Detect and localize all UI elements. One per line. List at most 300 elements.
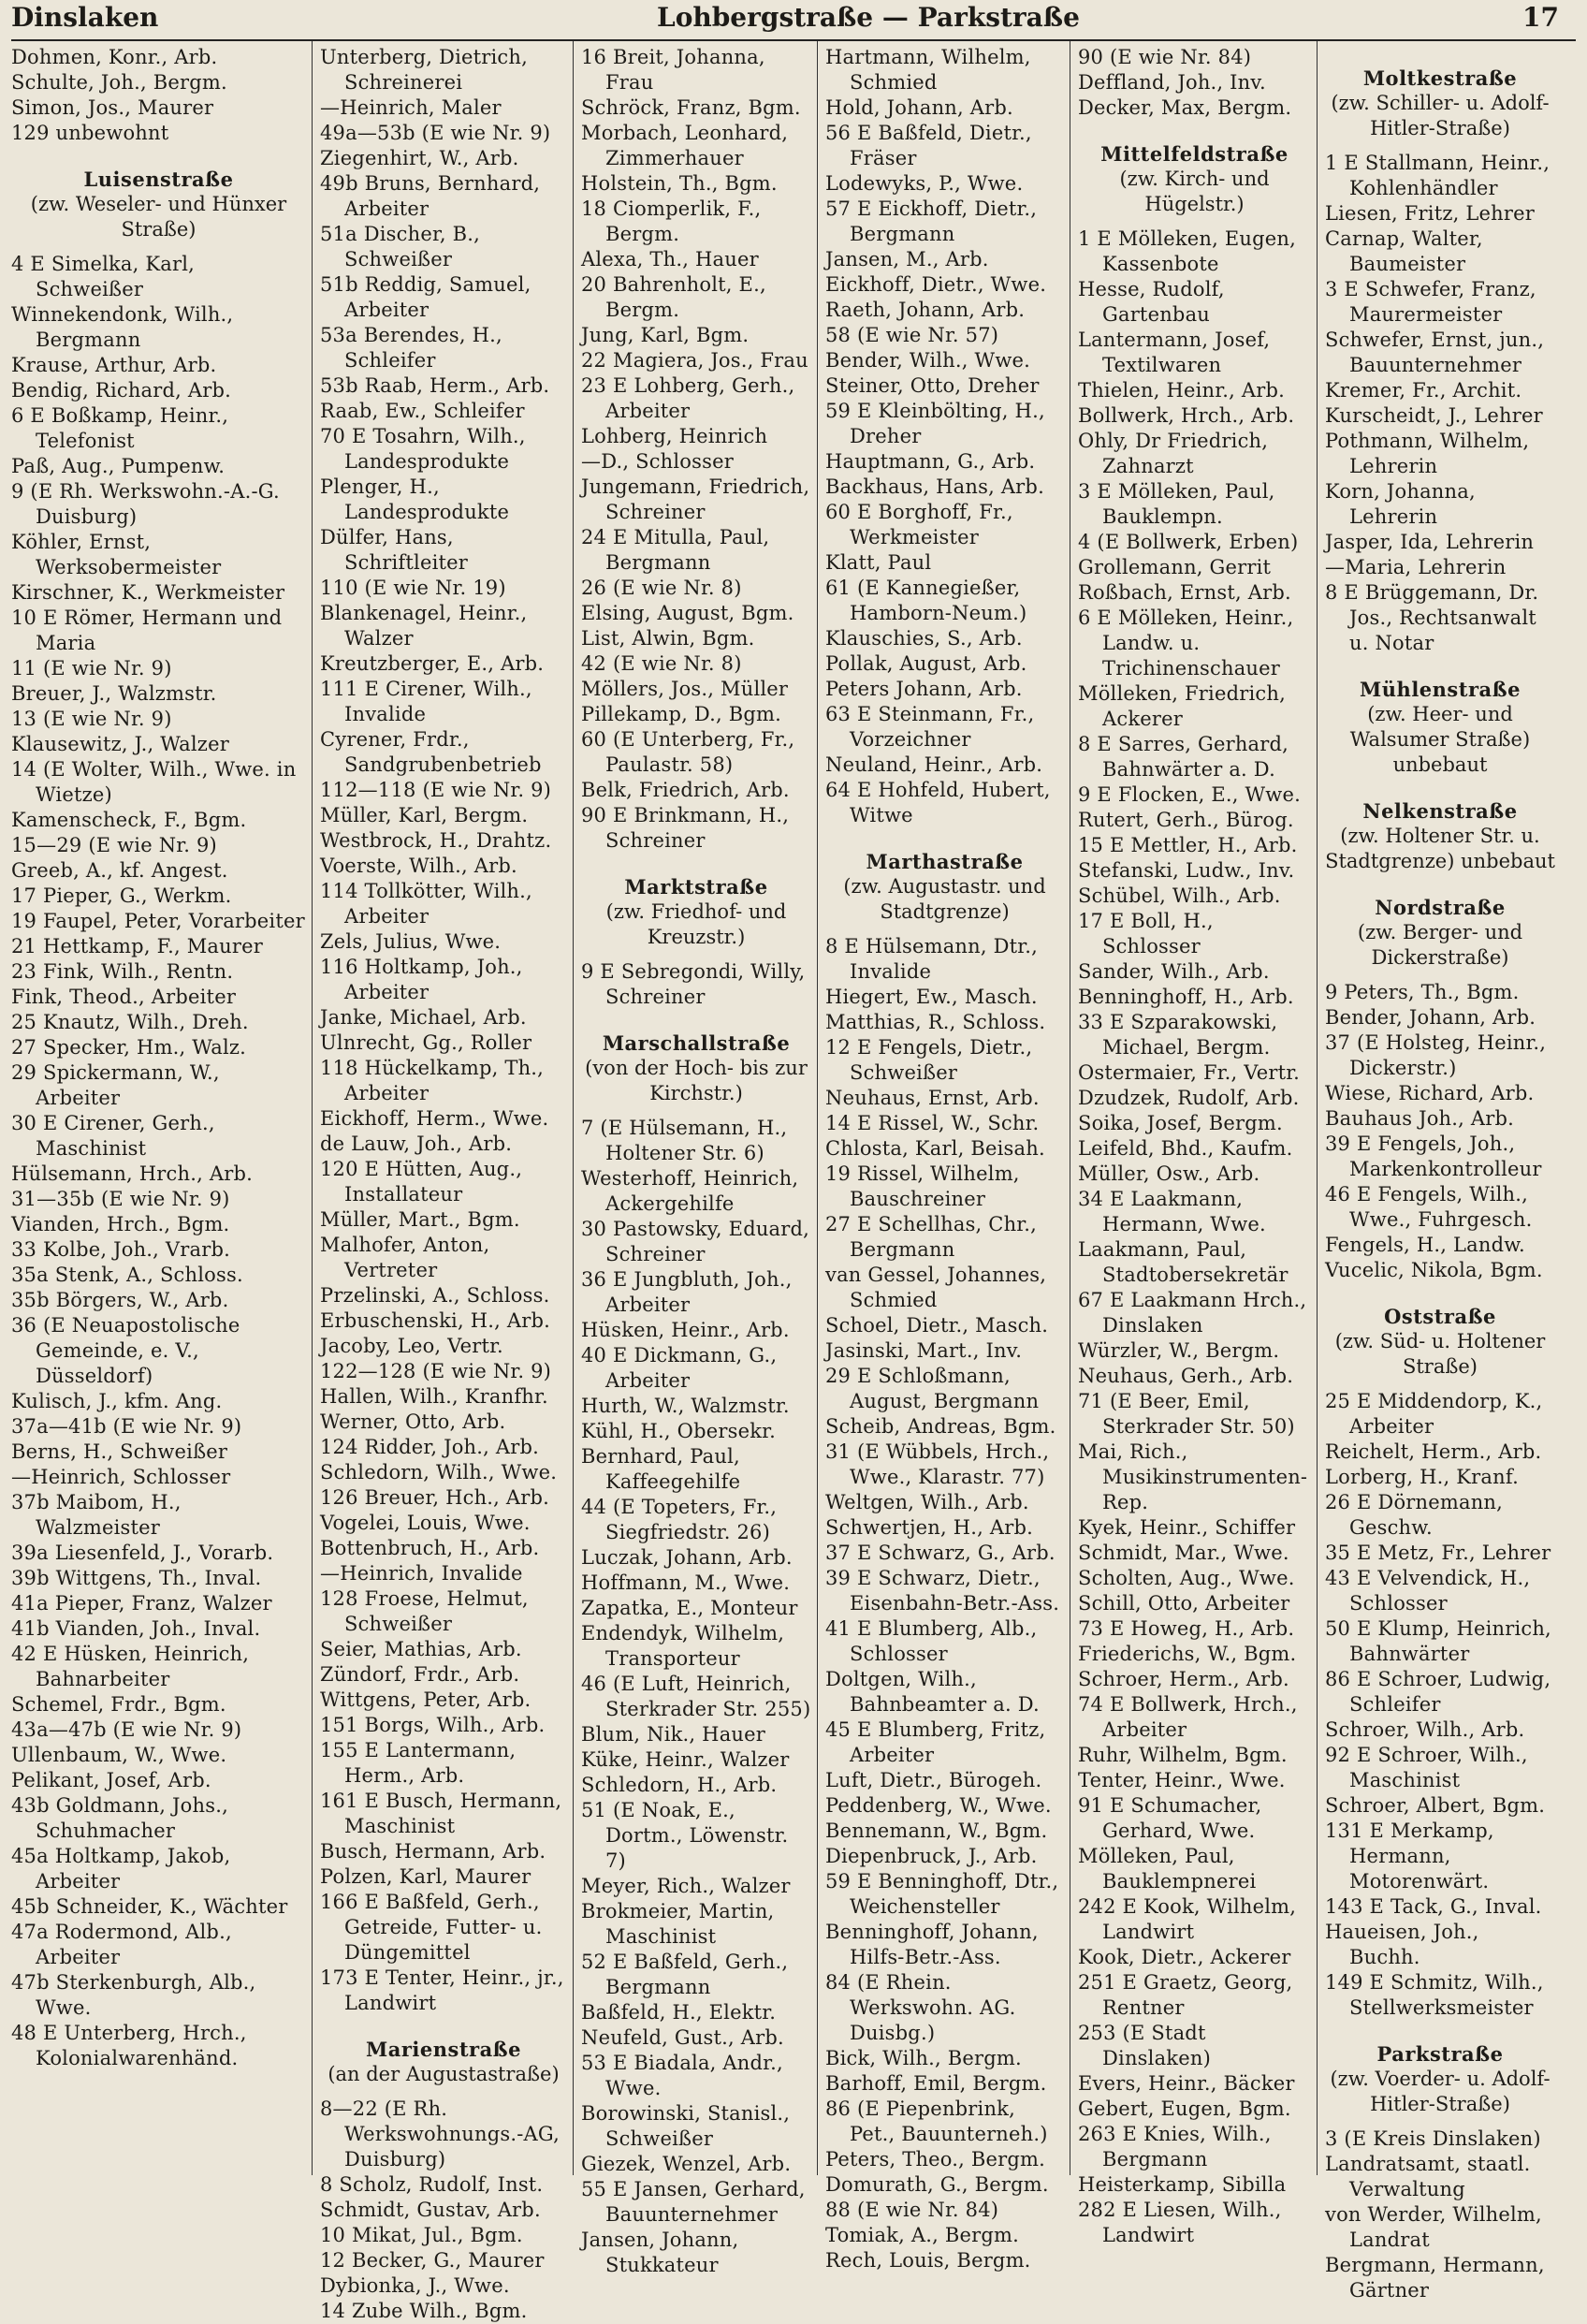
resident-entry: —Heinrich, Maler [320, 96, 502, 119]
resident-entry: Roßbach, Ernst, Arb. [1078, 581, 1291, 604]
street-description: (zw. Friedhof- und Kreuzstr.) [605, 900, 787, 948]
resident-entry: Schmidt, Mar., Wwe. [1078, 1542, 1289, 1564]
resident-entry: Zapatka, E., Monteur [581, 1597, 798, 1619]
resident-entry: Korn, Johanna, Lehrerin [1325, 480, 1476, 528]
resident-entry: 124 Ridder, Joh., Arb. [320, 1436, 540, 1458]
resident-entry: 8 Scholz, Rudolf, Inst. [320, 2173, 544, 2196]
resident-entry: 43 E Velvendick, H., Schlosser [1325, 1567, 1531, 1615]
resident-entry: 161 E Busch, Hermann, Maschinist [320, 1790, 562, 1837]
resident-entry: Hauptmann, G., Arb. [825, 450, 1036, 473]
resident-entry: 128 Froese, Helmut, Schweißer [320, 1587, 529, 1635]
resident-entry: Plenger, H., Landesprodukte [320, 475, 510, 523]
resident-entry: Evers, Heinr., Bäcker [1078, 2072, 1295, 2095]
resident-entry: Ullenbaum, W., Wwe. [11, 1744, 227, 1766]
resident-entry: —Heinrich, Invalide [320, 1562, 523, 1585]
resident-entry: Bauhaus Joh., Arb. [1325, 1107, 1515, 1130]
resident-entry: 242 E Kook, Wilhelm, Landwirt [1078, 1895, 1297, 1943]
resident-entry: 27 Specker, Hm., Walz. [11, 1036, 247, 1059]
resident-entry: Alexa, Th., Hauer [581, 248, 759, 270]
resident-entry: 90 E Brinkmann, H., Schreiner [581, 804, 790, 852]
resident-entry: Kamenscheck, F., Bgm. [11, 809, 247, 831]
resident-entry: 37 E Schwarz, G., Arb. [825, 1542, 1056, 1564]
resident-entry: 4 (E Bollwerk, Erben) [1078, 531, 1299, 553]
resident-entry: 43b Goldmann, Johs., Schuhmacher [11, 1794, 228, 1842]
resident-entry: 41a Pieper, Franz, Walzer [11, 1592, 272, 1615]
resident-entry: 122—128 (E wie Nr. 9) [320, 1360, 552, 1382]
resident-entry: Zels, Julius, Wwe. [320, 930, 502, 953]
resident-entry: 45a Holtkamp, Jakob, Arbeiter [11, 1845, 231, 1893]
resident-entry: 34 E Laakmann, Hermann, Wwe. [1078, 1188, 1266, 1235]
resident-entry: Thielen, Heinr., Arb. [1078, 379, 1285, 402]
resident-entry: Ziegenhirt, W., Arb. [320, 147, 519, 169]
resident-entry: Laakmann, Paul, Stadtobersekretär [1078, 1238, 1289, 1286]
resident-entry: 46 (E Luft, Heinrich, Sterkrader Str. 255) [581, 1673, 811, 1720]
resident-entry: 58 (E wie Nr. 57) [825, 324, 999, 346]
resident-entry: Borowinski, Stanisl., Schweißer [581, 2102, 791, 2150]
street-heading: Mittelfeldstraße [1100, 142, 1289, 166]
resident-entry: 10 E Römer, Hermann und Maria [11, 607, 283, 654]
resident-entry: 33 Kolbe, Joh., Vrarb. [11, 1238, 230, 1261]
resident-entry: Grollemann, Gerrit [1078, 556, 1272, 578]
column-2 [313, 41, 574, 2322]
resident-entry: 51a Discher, B., Schweißer [320, 223, 481, 270]
resident-entry: 59 E Kleinbölting, H., Dreher [825, 400, 1045, 447]
resident-entry: 9 E Flocken, E., Wwe. [1078, 783, 1301, 806]
resident-entry: Möllers, Jos., Müller [581, 678, 789, 700]
resident-entry: Köhler, Ernst, Werksobermeister [11, 531, 222, 578]
resident-entry: Schroer, Albert, Bgm. [1325, 1794, 1546, 1817]
resident-entry: Przelinski, A., Schloss. [320, 1284, 550, 1307]
column-3 [574, 41, 818, 2276]
resident-entry: 25 Knautz, Wilh., Dreh. [11, 1011, 249, 1033]
resident-entry: Bick, Wilh., Bergm. [825, 2047, 1022, 2069]
resident-entry: Schemel, Frdr., Bgm. [11, 1693, 226, 1716]
resident-entry: 282 E Liesen, Wilh., Landwirt [1078, 2199, 1282, 2246]
resident-entry: Müller, Mart., Bgm. [320, 1208, 520, 1231]
resident-entry: 74 E Bollwerk, Hrch., Arbeiter [1078, 1693, 1298, 1741]
resident-entry: 9 (E Rh. Werkswohn.-A.-G. Duisburg) [11, 480, 280, 528]
resident-entry: 90 (E wie Nr. 84) [1078, 46, 1252, 68]
resident-entry: 8 E Hülsemann, Dtr., Invalide [825, 935, 1038, 983]
resident-entry: 45 E Blumberg, Fritz, Arbeiter [825, 1718, 1046, 1766]
resident-entry: Pollak, August, Arb. [825, 652, 1027, 675]
street-heading: Parkstraße [1376, 2042, 1504, 2066]
resident-entry: 71 (E Beer, Emil, Sterkrader Str. 50) [1078, 1390, 1295, 1438]
resident-entry: Kühl, H., Obersekr. [581, 1420, 776, 1442]
resident-entry: Schröck, Franz, Bgm. [581, 96, 801, 119]
resident-entry: 10 Mikat, Jul., Bgm. [320, 2224, 523, 2246]
resident-entry: Dülfer, Hans, Schriftleiter [320, 526, 469, 574]
resident-entry: 3 E Schwefer, Franz, Maurermeister [1325, 278, 1536, 326]
resident-entry: 24 E Mitulla, Paul, Bergmann [581, 526, 770, 574]
resident-entry: Peters Johann, Arb. [825, 678, 1023, 700]
resident-entry: Kremer, Fr., Archit. [1325, 379, 1522, 402]
resident-entry: Ulnrecht, Gg., Roller [320, 1031, 532, 1054]
resident-entry: Lodewyks, P., Wwe. [825, 172, 1024, 195]
resident-entry: Bender, Wilh., Wwe. [825, 349, 1030, 372]
resident-entry: 84 (E Rhein. Werkswohn. AG. Duisbg.) [825, 1971, 1016, 2044]
resident-entry: Seier, Mathias, Arb. [320, 1638, 522, 1660]
resident-entry: Stefanski, Ludw., Inv. [1078, 859, 1295, 882]
resident-entry: Deffland, Joh., Inv. [1078, 71, 1266, 94]
resident-entry: Jasper, Ida, Lehrerin [1325, 531, 1535, 553]
resident-entry: Hallen, Wilh., Kranfhr. [320, 1385, 548, 1408]
street-description: (zw. Süd- u. Holtener Straße) [1334, 1330, 1546, 1378]
resident-entry: Doltgen, Wilh., Bahnbeamter a. D. [825, 1668, 1040, 1716]
column-4 [818, 41, 1070, 2272]
resident-entry: Kulisch, J., kfm. Ang. [11, 1390, 223, 1412]
resident-entry: Chlosta, Karl, Beisah. [825, 1137, 1045, 1160]
resident-entry: 35b Börgers, W., Arb. [11, 1289, 229, 1311]
street-description: (zw. Berger- und Dickerstraße) [1357, 921, 1523, 969]
resident-entry: Schill, Otto, Arbeiter [1078, 1592, 1290, 1615]
city-title: Dinslaken [11, 2, 159, 33]
resident-entry: Neuhaus, Gerh., Arb. [1078, 1365, 1294, 1387]
resident-entry: Haueisen, Joh., Buchh. [1325, 1921, 1479, 1968]
resident-entry: 67 E Laakmann Hrch., Dinslaken [1078, 1289, 1307, 1337]
resident-entry: 42 (E wie Nr. 8) [581, 652, 742, 675]
resident-entry: Pothmann, Wilhelm, Lehrerin [1325, 430, 1530, 477]
resident-entry: Lorberg, H., Kranf. [1325, 1466, 1519, 1488]
resident-entry: Westerhoff, Heinrich, Ackergehilfe [581, 1167, 799, 1215]
resident-entry: Bernhard, Paul, Kaffeegehilfe [581, 1445, 741, 1493]
street-description: (zw. Augustastr. und Stadtgrenze) [843, 875, 1046, 923]
resident-entry: 49a—53b (E wie Nr. 9) [320, 122, 551, 144]
resident-entry: Decker, Max, Bergm. [1078, 96, 1292, 119]
resident-entry: Vucelic, Nikola, Bgm. [1325, 1259, 1543, 1281]
resident-entry: Fengels, H., Landw. [1325, 1234, 1525, 1256]
resident-entry: 63 E Steinmann, Fr., Vorzeichner [825, 703, 1035, 751]
resident-entry: Backhaus, Hans, Arb. [825, 475, 1044, 498]
resident-entry: 118 Hückelkamp, Th., Arbeiter [320, 1057, 545, 1104]
resident-entry: 14 Zube Wilh., Bgm. [320, 2300, 528, 2322]
resident-entry: Peddenberg, W., Wwe. [825, 1794, 1052, 1817]
resident-entry: Zündorf, Frdr., Arb. [320, 1663, 520, 1686]
resident-entry: 49b Bruns, Bernhard, Arbeiter [320, 172, 541, 220]
resident-entry: Lantermann, Josef, Textilwaren [1078, 329, 1271, 376]
resident-entry: 52 E Baßfeld, Gerh., Bergmann [581, 1951, 789, 1998]
resident-entry: 46 E Fengels, Wilh., Wwe., Fuhrgesch. [1325, 1183, 1533, 1231]
street-heading: Mühlenstraße [1360, 678, 1521, 701]
resident-entry: —Heinrich, Schlosser [11, 1466, 231, 1488]
resident-entry: 59 E Benninghoff, Dtr., Weichensteller [825, 1870, 1059, 1918]
resident-entry: 23 E Lohberg, Gerh., Arbeiter [581, 374, 795, 422]
resident-entry: Gebert, Eugen, Bgm. [1078, 2097, 1291, 2120]
street-description: (zw. Weseler- und Hünxer Straße) [30, 193, 287, 241]
resident-entry: Breuer, J., Walzmstr. [11, 682, 217, 705]
resident-entry: 43a—47b (E wie Nr. 9) [11, 1718, 242, 1741]
resident-entry: 173 E Tenter, Heinr., jr., Landwirt [320, 1966, 564, 2014]
resident-entry: Schulte, Joh., Bergm. [11, 71, 227, 94]
resident-entry: 64 E Hohfeld, Hubert, Witwe [825, 779, 1051, 826]
resident-entry: Matthias, R., Schloss. [825, 1011, 1046, 1033]
street-heading: Moltkestraße [1362, 66, 1518, 90]
resident-entry: 11 (E wie Nr. 9) [11, 657, 172, 680]
resident-entry: 1 E Stallmann, Heinr., Kohlenhändler [1325, 152, 1551, 199]
resident-entry: Schledorn, H., Arb. [581, 1774, 778, 1796]
resident-entry: 42 E Hüsken, Heinrich, Bahnarbeiter [11, 1643, 250, 1690]
resident-entry: 47b Sterkenburgh, Alb., Wwe. [11, 1971, 256, 2019]
resident-entry: Westbrock, H., Drahtz. [320, 829, 552, 852]
resident-entry: Tomiak, A., Bergm. [825, 2224, 1019, 2246]
resident-entry: 37b Maibom, H., Walzmeister [11, 1491, 182, 1539]
resident-entry: 26 (E wie Nr. 8) [581, 577, 742, 599]
resident-entry: Schübel, Wilh., Arb. [1078, 884, 1281, 907]
resident-entry: Hülsemann, Hrch., Arb. [11, 1162, 253, 1185]
resident-entry: 37 (E Holsteg, Heinr., Dickerstr.) [1325, 1031, 1547, 1079]
resident-entry: 25 E Middendorp, K., Arbeiter [1325, 1390, 1543, 1438]
resident-entry: Kyek, Heinr., Schiffer [1078, 1516, 1296, 1539]
page-number: 17 [1522, 2, 1559, 33]
resident-entry: Vianden, Hrch., Bgm. [11, 1213, 230, 1235]
resident-entry: 14 E Rissel, W., Schr. [825, 1112, 1040, 1134]
column-1 [11, 41, 313, 2175]
resident-entry: Benninghoff, Johann, Hilfs-Betr.-Ass. [825, 1921, 1039, 1968]
resident-entry: Schmidt, Gustav, Arb. [320, 2199, 541, 2221]
resident-entry: Küke, Heinr., Walzer [581, 1748, 790, 1771]
resident-entry: 86 E Schroer, Ludwig, Schleifer [1325, 1668, 1551, 1716]
resident-entry: 73 E Howeg, H., Arb. [1078, 1617, 1295, 1640]
resident-entry: 12 E Fengels, Dietr., Schweißer [825, 1036, 1033, 1084]
resident-entry: 23 Fink, Wilh., Rentn. [11, 960, 234, 983]
resident-entry: 26 E Dörnemann, Geschw. [1325, 1491, 1504, 1539]
resident-entry: Morbach, Leonhard, Zimmerhauer [581, 122, 789, 169]
resident-entry: 39 E Fengels, Joh., Markenkontrolleur [1325, 1133, 1542, 1180]
resident-entry: Reichelt, Herm., Arb. [1325, 1440, 1542, 1463]
resident-entry: 9 Peters, Th., Bgm. [1325, 981, 1520, 1003]
resident-entry: Busch, Hermann, Arb. [320, 1840, 546, 1863]
resident-entry: Hüsken, Heinr., Arb. [581, 1319, 790, 1341]
resident-entry: Winnekendonk, Wilh., Bergmann [11, 303, 234, 351]
resident-entry: 14 (E Wolter, Wilh., Wwe. in Wietze) [11, 758, 297, 806]
resident-entry: Kurscheidt, J., Lehrer [1325, 404, 1543, 427]
street-description: (zw. Kirch- und Hügelstr.) [1119, 168, 1270, 215]
resident-entry: Mölleken, Friedrich, Ackerer [1078, 682, 1286, 730]
resident-entry: 39 E Schwarz, Dietr., Eisenbahn-Betr.-Ass. [825, 1567, 1060, 1615]
resident-entry: 22 Magiera, Jos., Frau [581, 349, 808, 372]
resident-entry: 13 (E wie Nr. 9) [11, 708, 172, 730]
resident-entry: Polzen, Karl, Maurer [320, 1865, 531, 1888]
resident-entry: Cyrener, Frdr., Sandgrubenbetrieb [320, 728, 542, 776]
resident-entry: 47a Rodermond, Alb., Arbeiter [11, 1921, 232, 1968]
resident-entry: Hiegert, Ew., Masch. [825, 986, 1038, 1008]
resident-entry: 44 (E Topeters, Fr., Siegfriedstr. 26) [581, 1496, 778, 1543]
resident-entry: 30 Pastowsky, Eduard, Schreiner [581, 1218, 810, 1265]
resident-entry: 86 (E Piepenbrink, Pet., Bauunterneh.) [825, 2097, 1048, 2145]
resident-entry: 114 Tollkötter, Wilh., Arbeiter [320, 880, 532, 928]
page-header [11, 0, 1576, 41]
resident-entry: Jansen, Johann, Stukkateur [581, 2229, 739, 2276]
resident-entry: Ruhr, Wilhelm, Bgm. [1078, 1744, 1288, 1766]
resident-entry: Jung, Karl, Bgm. [581, 324, 750, 346]
resident-entry: 50 E Klump, Heinrich, Bahnwärter [1325, 1617, 1551, 1665]
street-range-title: Lohbergstraße — Parkstraße [657, 2, 1080, 33]
resident-entry: 15—29 (E wie Nr. 9) [11, 834, 217, 856]
resident-entry: 111 E Cirener, Wilh., Invalide [320, 678, 532, 725]
resident-entry: Hurth, W., Walzmstr. [581, 1395, 790, 1417]
resident-entry: Hoffmann, M., Wwe. [581, 1571, 791, 1594]
resident-entry: 88 (E wie Nr. 84) [825, 2199, 999, 2221]
street-heading: Marktstraße [624, 875, 768, 899]
street-description: (zw. Heer- und Walsumer Straße) unbebaut [1349, 703, 1531, 776]
resident-entry: Bollwerk, Hrch., Arb. [1078, 404, 1295, 427]
resident-entry: 21 Hettkamp, F., Maurer [11, 935, 263, 957]
resident-entry: Bendig, Richard, Arb. [11, 379, 232, 402]
resident-entry: Voerste, Wilh., Arb. [320, 855, 517, 877]
resident-entry: 35 E Metz, Fr., Lehrer [1325, 1542, 1551, 1564]
resident-entry: 4 E Simelka, Karl, Schweißer [11, 253, 196, 300]
resident-entry: Vogelei, Louis, Wwe. [320, 1512, 531, 1534]
column-6 [1318, 41, 1561, 2302]
resident-entry: 17 Pieper, G., Werkm. [11, 884, 232, 907]
resident-entry: —D., Schlosser [581, 450, 734, 473]
resident-entry: 8—22 (E Rh. Werkswohnungs.-AG, Duisburg) [320, 2097, 561, 2171]
resident-entry: Friederichs, W., Bgm. [1078, 1643, 1297, 1665]
column-5 [1070, 41, 1318, 2246]
resident-entry: Raeth, Johann, Arb. [825, 299, 1026, 321]
resident-entry: Neufeld, Gust., Arb. [581, 2026, 784, 2049]
resident-entry: Benninghoff, H., Arb. [1078, 986, 1294, 1008]
resident-entry: 6 E Boßkamp, Heinr., Telefonist [11, 404, 229, 452]
resident-entry: Wittgens, Peter, Arb. [320, 1688, 531, 1711]
resident-entry: Luczak, Johann, Arb. [581, 1546, 793, 1569]
resident-entry: 51b Reddig, Samuel, Arbeiter [320, 273, 531, 321]
resident-entry: 151 Borgs, Wilh., Arb. [320, 1714, 546, 1736]
resident-entry: 37a—41b (E wie Nr. 9) [11, 1415, 242, 1438]
resident-entry: 29 E Schloßmann, August, Bergmann [825, 1365, 1040, 1412]
resident-entry: Hartmann, Wilhelm, Schmied [825, 46, 1031, 94]
resident-entry: Weltgen, Wilh., Arb. [825, 1491, 1029, 1513]
resident-entry: 126 Breuer, Hch., Arb. [320, 1486, 550, 1509]
resident-entry: Scholten, Aug., Wwe. [1078, 1567, 1295, 1589]
resident-entry: Pillekamp, D., Bgm. [581, 703, 782, 725]
resident-entry: Endendyk, Wilhelm, Transporteur [581, 1622, 785, 1670]
resident-entry: Steiner, Otto, Dreher [825, 374, 1040, 397]
resident-entry: Diepenbruck, J., Arb. [825, 1845, 1038, 1867]
resident-entry: Belk, Friedrich, Arb. [581, 779, 790, 801]
resident-entry: Jacoby, Leo, Vertr. [320, 1335, 503, 1357]
resident-entry: 8 E Brüggemann, Dr. Jos., Rechtsanwalt u. Notar [1325, 581, 1539, 654]
resident-entry: 12 Becker, G., Maurer [320, 2249, 545, 2272]
resident-entry: 251 E Graetz, Georg, Rentner [1078, 1971, 1293, 2019]
resident-entry: Krause, Arthur, Arb. [11, 354, 217, 376]
resident-entry: 91 E Schumacher, Gerhard, Wwe. [1078, 1794, 1262, 1842]
resident-entry: 8 E Sarres, Gerhard, Bahnwärter a. D. [1078, 733, 1289, 781]
resident-entry: 16 Breit, Johanna, Frau [581, 46, 765, 94]
resident-entry: Raab, Ew., Schleifer [320, 400, 525, 422]
street-heading: Oststraße [1384, 1305, 1496, 1328]
resident-entry: 30 E Cirener, Gerh., Maschinist [11, 1112, 215, 1160]
resident-entry: Klatt, Paul [825, 551, 932, 574]
resident-entry: Kreutzberger, E., Arb. [320, 652, 545, 675]
resident-entry: 110 (E wie Nr. 19) [320, 577, 506, 599]
resident-entry: 92 E Schroer, Wilh., Maschinist [1325, 1744, 1528, 1791]
resident-entry: Eickhoff, Herm., Wwe. [320, 1107, 549, 1130]
resident-entry: Peters, Theo., Bergm. [825, 2148, 1046, 2171]
resident-entry: 19 Rissel, Wilhelm, Bauschreiner [825, 1162, 1020, 1210]
resident-entry: Schledorn, Wilh., Wwe. [320, 1461, 558, 1484]
street-heading: Marschallstraße [602, 1031, 791, 1055]
resident-entry: Rech, Louis, Bergm. [825, 2249, 1031, 2272]
resident-entry: Malhofer, Anton, Vertreter [320, 1234, 490, 1281]
resident-entry: Unterberg, Dietrich, Schreinerei [320, 46, 528, 94]
resident-entry: Janke, Michael, Arb. [320, 1006, 527, 1029]
resident-entry: Liesen, Fritz, Lehrer [1325, 202, 1535, 225]
resident-entry: 41b Vianden, Joh., Inval. [11, 1617, 261, 1640]
resident-entry: Schwertjen, H., Arb. [825, 1516, 1034, 1539]
resident-entry: 33 E Szparakowski, Michael, Bergm. [1078, 1011, 1278, 1059]
resident-entry: 57 E Eickhoff, Dietr., Bergmann [825, 197, 1038, 245]
resident-entry: Werner, Otto, Arb. [320, 1410, 506, 1433]
resident-entry: Dohmen, Konr., Arb. [11, 46, 218, 68]
resident-entry: Hesse, Rudolf, Gartenbau [1078, 278, 1225, 326]
resident-entry: Klausewitz, J., Walzer [11, 733, 229, 755]
resident-entry: 15 E Mettler, H., Arb. [1078, 834, 1298, 856]
resident-entry: Paß, Aug., Pumpenw. [11, 455, 226, 477]
resident-entry: 149 E Schmitz, Wilh., Stellwerksmeister [1325, 1971, 1544, 2019]
resident-entry: Greeb, A., kf. Angest. [11, 859, 228, 882]
resident-entry: Tenter, Heinr., Wwe. [1078, 1769, 1286, 1791]
resident-entry: 1 E Mölleken, Eugen, Kassenbote [1078, 227, 1297, 275]
resident-entry: 61 (E Kannegießer, Hamborn-Neum.) [825, 577, 1027, 624]
resident-entry: Scheib, Andreas, Bgm. [825, 1415, 1056, 1438]
resident-entry: 70 E Tosahrn, Wilh., Landesprodukte [320, 425, 526, 473]
resident-entry: 39a Liesenfeld, J., Vorarb. [11, 1542, 274, 1564]
resident-entry: Brokmeier, Martin, Maschinist [581, 1900, 775, 1948]
resident-entry: Eickhoff, Dietr., Wwe. [825, 273, 1047, 296]
resident-entry: 53a Berendes, H., Schleifer [320, 324, 502, 372]
resident-entry: —Maria, Lehrerin [1325, 556, 1507, 578]
street-heading: Nordstraße [1375, 896, 1506, 919]
resident-entry: 55 E Jansen, Gerhard, Bauunternehmer [581, 2178, 806, 2226]
resident-entry: Baßfeld, H., Elektr. [581, 2001, 777, 2024]
resident-entry: 48 E Unterberg, Hrch., Kolonialwarenhänd. [11, 2022, 247, 2069]
street-description: (zw. Schiller- u. Adolf-Hitler-Straße) [1331, 92, 1550, 139]
resident-entry: Carnap, Walter, Baumeister [1325, 227, 1483, 275]
resident-entry: 18 Ciomperlik, F., Bergm. [581, 197, 762, 245]
resident-entry: Dzudzek, Rudolf, Arb. [1078, 1087, 1300, 1109]
resident-entry: Jasinski, Mart., Inv. [825, 1339, 1023, 1362]
resident-entry: 9 E Sebregondi, Willy, Schreiner [581, 960, 806, 1008]
resident-entry: Schwefer, Ernst, jun., Bauunternehmer [1325, 329, 1545, 376]
resident-entry: de Lauw, Joh., Arb. [320, 1133, 513, 1155]
resident-entry: 20 Bahrenholt, E., Bergm. [581, 273, 766, 321]
resident-entry: 53b Raab, Herm., Arb. [320, 374, 550, 397]
resident-entry: 31 (E Wübbels, Hrch., Wwe., Klarastr. 77) [825, 1440, 1050, 1488]
resident-entry: Ohly, Dr Friedrich, Zahnarzt [1078, 430, 1269, 477]
resident-entry: Bennemann, W., Bgm. [825, 1820, 1048, 1842]
resident-entry: Lohberg, Heinrich [581, 425, 768, 447]
resident-entry: Müller, Karl, Bergm. [320, 804, 529, 826]
street-description: (von der Hoch- bis zur Kirchstr.) [585, 1057, 808, 1104]
resident-entry: 40 E Dickmann, G., Arbeiter [581, 1344, 778, 1392]
resident-entry: Meyer, Rich., Walzer [581, 1875, 791, 1897]
resident-entry: 120 E Hütten, Aug., Installateur [320, 1158, 523, 1206]
resident-entry: Pelikant, Josef, Arb. [11, 1769, 211, 1791]
street-heading: Marienstraße [365, 2038, 522, 2061]
resident-entry: 6 E Mölleken, Heinr., Landw. u. Trichinenschauer [1078, 607, 1294, 680]
resident-entry: 3 (E Kreis Dinslaken) [1325, 2127, 1541, 2150]
resident-entry: Blum, Nik., Hauer [581, 1723, 766, 1746]
resident-entry: 27 E Schellhas, Chr., Bergmann [825, 1213, 1037, 1261]
resident-entry: Kook, Dietr., Ackerer [1078, 1946, 1291, 1968]
resident-entry: Jungemann, Friedrich, Schreiner [581, 475, 810, 523]
resident-entry: Ostermaier, Fr., Vertr. [1078, 1061, 1301, 1084]
resident-entry: 166 E Baßfeld, Gerh., Getreide, Futter- u. Düngemittel [320, 1891, 543, 1964]
resident-entry: 129 unbewohnt [11, 122, 169, 144]
resident-entry: 41 E Blumberg, Alb., Schlosser [825, 1617, 1038, 1665]
resident-entry: 53 E Biadala, Andr., Wwe. [581, 2052, 783, 2099]
